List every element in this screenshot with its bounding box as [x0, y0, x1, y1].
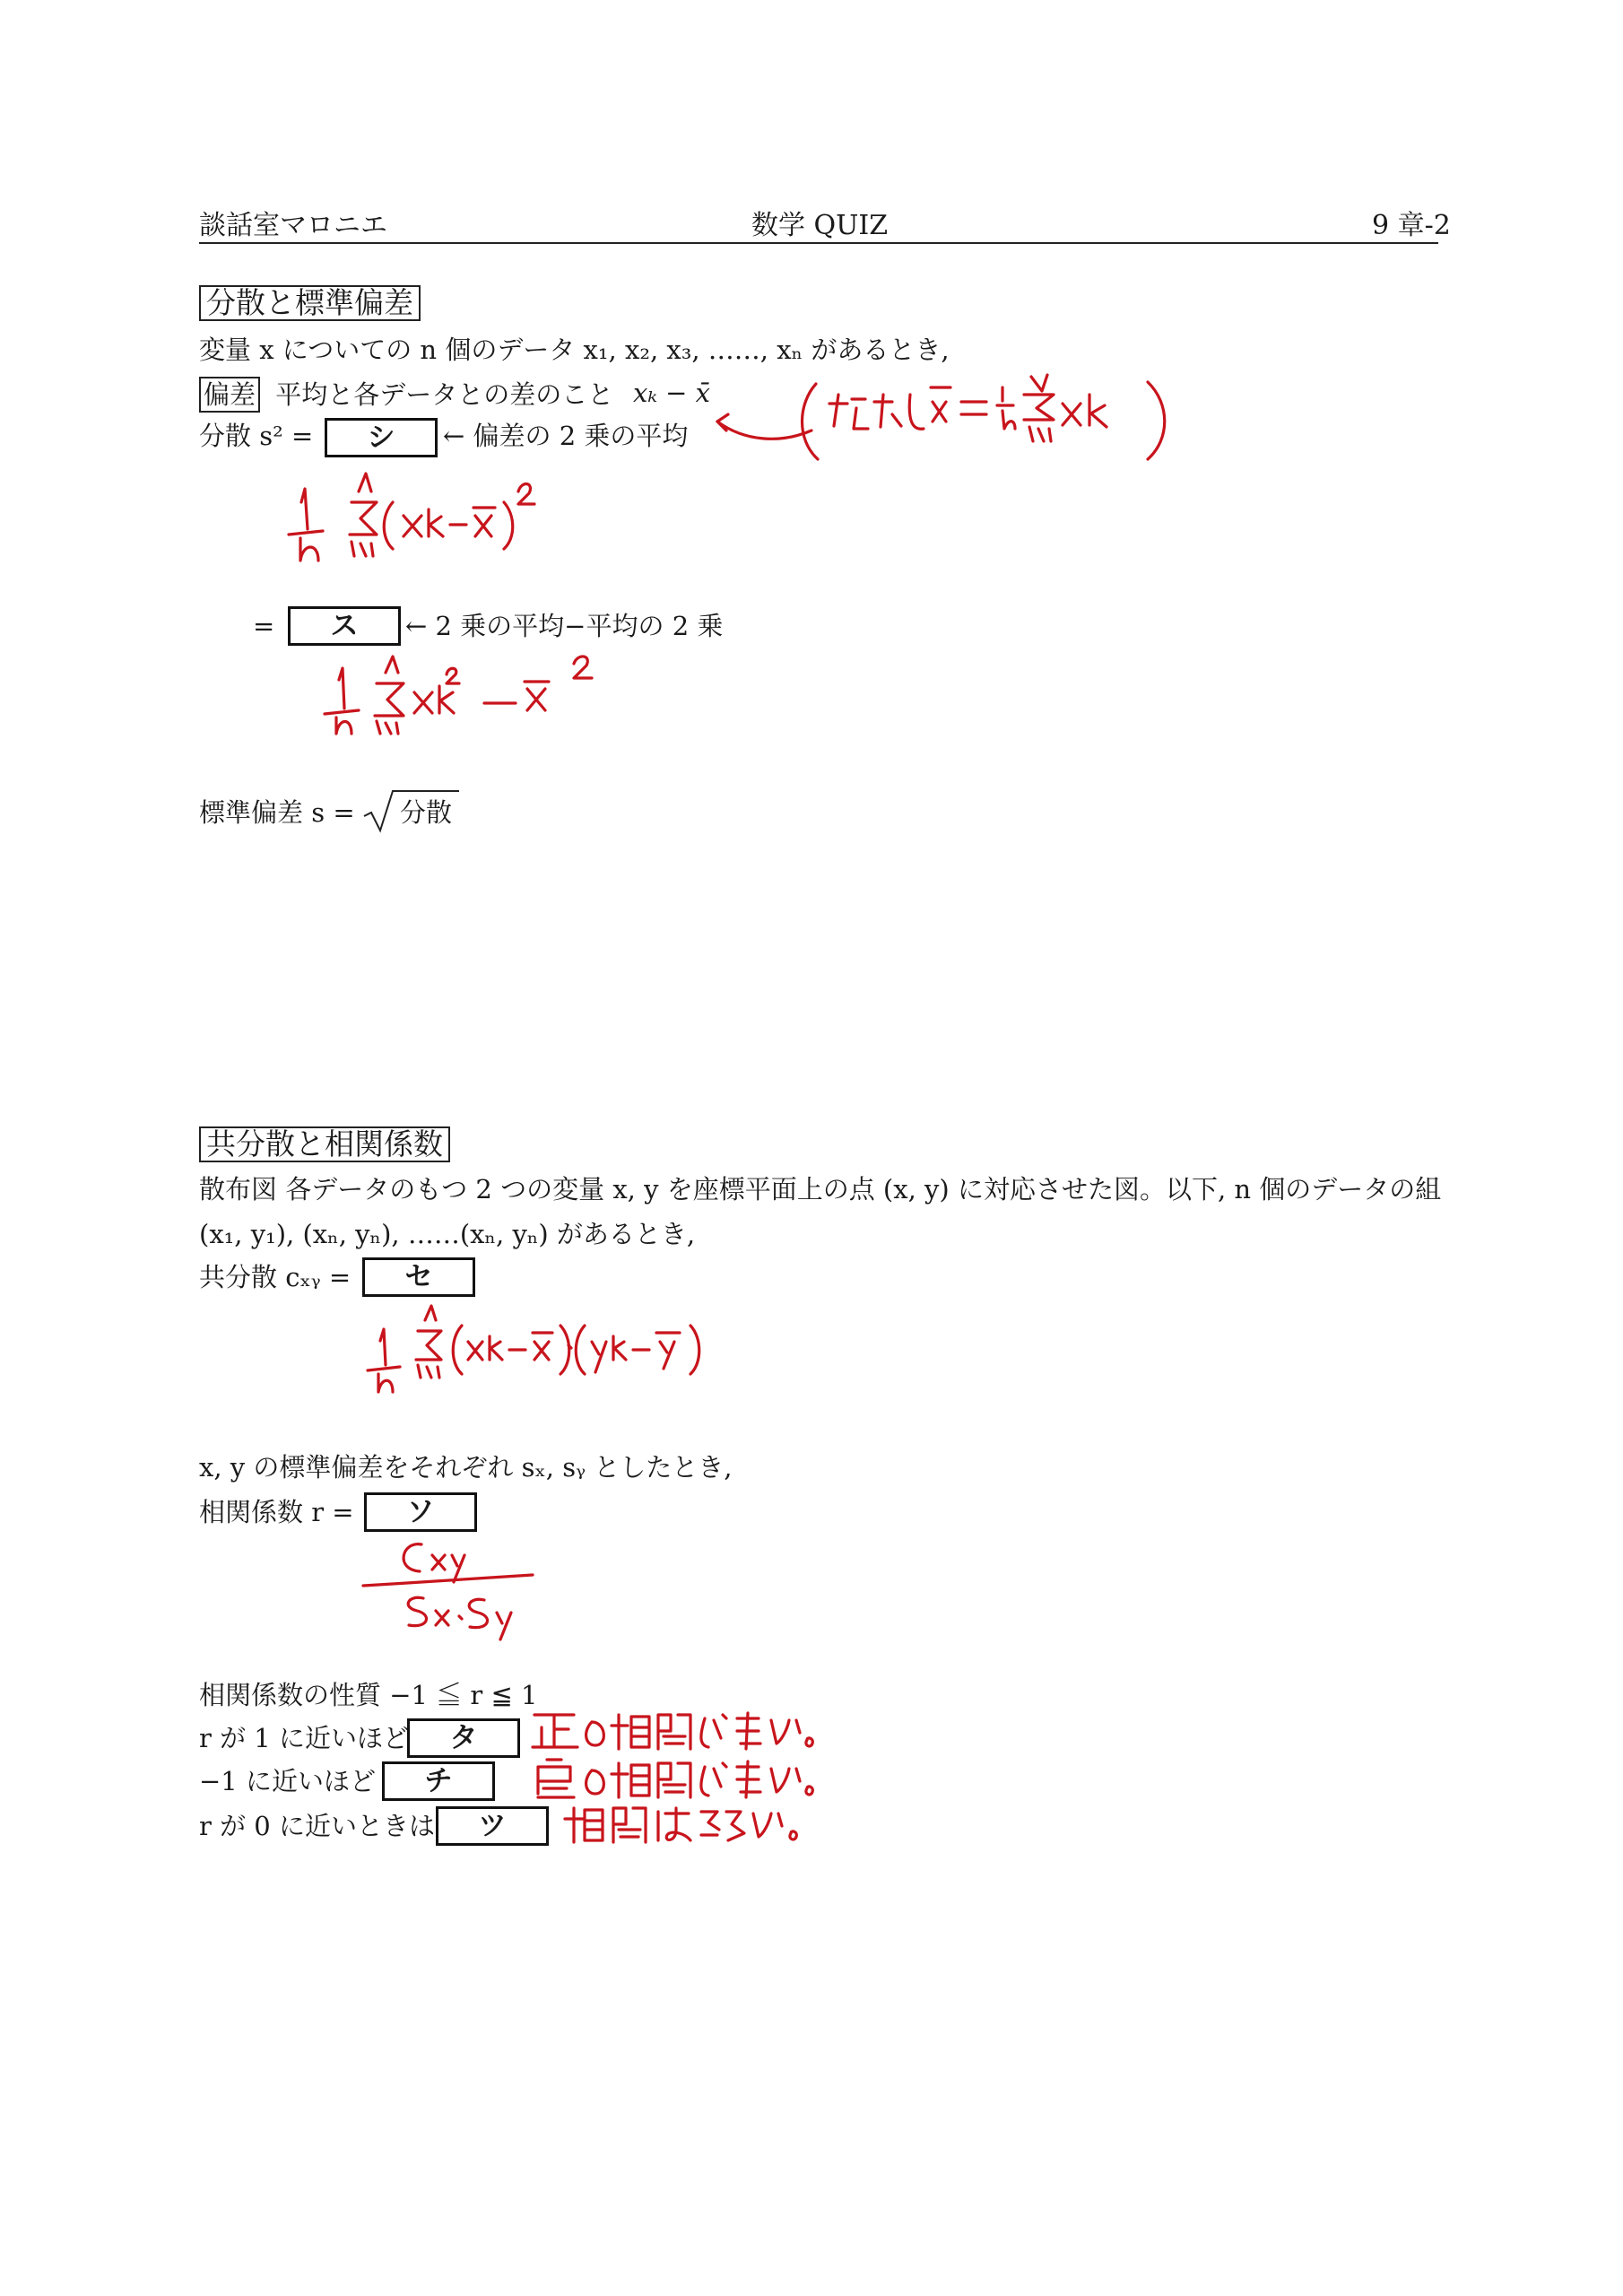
std-sentence: x, y の標準偏差をそれぞれ sₓ, sᵧ としたとき, [199, 1452, 733, 1483]
answer-box-su[interactable]: ス [288, 606, 401, 646]
answer-box-chi[interactable]: チ [382, 1761, 495, 1801]
variance-note: ← 偏差の 2 乗の平均 [443, 421, 689, 451]
variance-label: 分散 s² = [199, 421, 314, 451]
equals-sign: = [253, 611, 275, 641]
section1-intro: 変量 x についての n 個のデータ x₁, x₂, x₃, ……, xₙ があるとき, [199, 335, 950, 365]
deviation-formula: xₖ − x̄ [633, 378, 711, 408]
handwritten-mean-note [717, 375, 1165, 459]
corr-label: 相関係数 r = [199, 1497, 354, 1527]
scatter-line1: 散布図 各データのもつ 2 つの変量 x, y を座標平面上の点 (x, y) に対応させた図。以下, n 個のデータの組 [199, 1174, 1442, 1205]
prop2: −1 に近いほど [199, 1766, 376, 1796]
handwritten-answer-se [368, 1306, 699, 1392]
std-label: 標準偏差 s = [199, 797, 355, 828]
prop3: r が 0 に近いときは [199, 1811, 435, 1841]
header-rule [199, 242, 1438, 244]
answer-box-shi[interactable]: シ [325, 418, 438, 457]
variance-note2: ← 2 乗の平均−平均の 2 乗 [405, 611, 724, 641]
prop1: r が 1 に近いほど [199, 1723, 409, 1753]
answer-box-so[interactable]: ソ [364, 1492, 477, 1532]
header-right: 9 章-2 [1372, 210, 1451, 241]
section2-title-wrap [199, 1126, 450, 1162]
header-left: 談話室マロニエ [199, 210, 387, 241]
cov-label: 共分散 cₓᵧ = [199, 1262, 352, 1292]
deviation-text: 平均と各データとの差のこと [275, 379, 614, 410]
scatter-line2: (x₁, y₁), (xₙ, yₙ), ……(xₙ, yₙ) があるとき, [199, 1219, 696, 1249]
handwritten-answer-tsu [565, 1808, 796, 1842]
answer-box-se[interactable]: セ [362, 1257, 475, 1297]
deviation-label: 偏差 [199, 377, 260, 413]
prop-title: 相関係数の性質 −1 ≦ r ≦ 1 [199, 1680, 538, 1710]
handwritten-answer-shi [289, 474, 534, 561]
handwritten-answer-so [363, 1544, 533, 1639]
section1-title-wrap [199, 285, 421, 321]
header-center: 数学 QUIZ [751, 210, 889, 241]
answer-box-tsu[interactable]: ツ [436, 1806, 549, 1846]
deviation-line [199, 377, 613, 413]
std-root-content: 分散 [400, 797, 453, 828]
handwritten-answer-ta [533, 1713, 812, 1749]
section1-title: 分散と標準偏差 [199, 285, 421, 321]
handwritten-answer-chi [538, 1760, 812, 1797]
handwritten-answer-su [325, 657, 592, 734]
section2-title: 共分散と相関係数 [199, 1126, 450, 1162]
answer-box-ta[interactable]: タ [407, 1718, 520, 1758]
